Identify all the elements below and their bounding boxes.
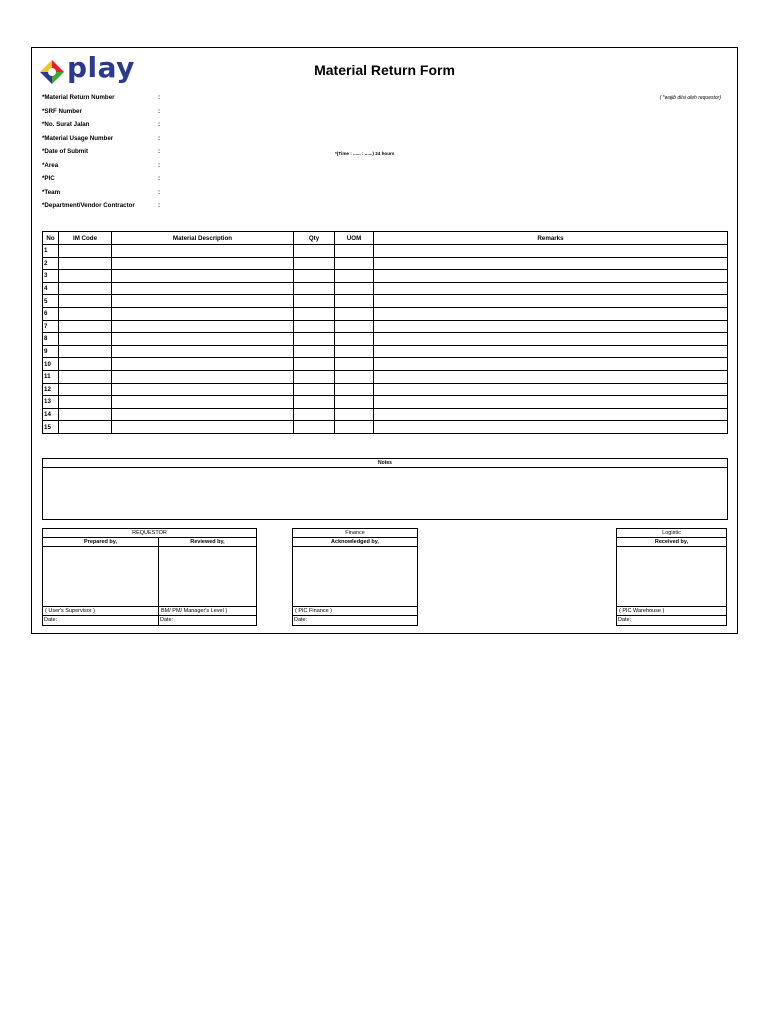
table-row xyxy=(43,333,728,346)
row-number: 6 xyxy=(43,307,59,320)
im-code-cell[interactable] xyxy=(59,358,112,371)
im-code-cell[interactable] xyxy=(59,408,112,421)
table-body xyxy=(43,245,728,434)
logo-text: play xyxy=(67,51,135,84)
material-description-cell[interactable] xyxy=(112,358,294,371)
row-number: 8 xyxy=(43,333,59,346)
qty-cell[interactable] xyxy=(294,333,335,346)
im-code-cell[interactable] xyxy=(59,320,112,333)
row-number: 10 xyxy=(43,358,59,371)
uom-cell[interactable] xyxy=(335,270,374,283)
table-row xyxy=(43,345,728,358)
im-code-cell[interactable] xyxy=(59,333,112,346)
im-code-cell[interactable] xyxy=(59,345,112,358)
uom-cell[interactable] xyxy=(335,370,374,383)
material-description-cell[interactable] xyxy=(112,421,294,434)
table-row xyxy=(43,320,728,333)
logistic-role: ( PIC Warehouse ) xyxy=(617,606,726,616)
im-code-cell[interactable] xyxy=(59,383,112,396)
table-row xyxy=(43,257,728,270)
uom-cell[interactable] xyxy=(335,333,374,346)
remarks-cell[interactable] xyxy=(374,307,728,320)
table-row xyxy=(43,408,728,421)
uom-cell[interactable] xyxy=(335,320,374,333)
row-number: 5 xyxy=(43,295,59,308)
qty-cell[interactable] xyxy=(294,257,335,270)
logistic-signature-box xyxy=(616,528,727,626)
table-row xyxy=(43,358,728,371)
qty-cell[interactable] xyxy=(294,358,335,371)
material-description-cell[interactable] xyxy=(112,257,294,270)
row-number: 3 xyxy=(43,270,59,283)
im-code-cell[interactable] xyxy=(59,270,112,283)
uom-cell[interactable] xyxy=(335,421,374,434)
remarks-cell[interactable] xyxy=(374,270,728,283)
prepared-date: Date: xyxy=(43,615,158,625)
col-im-code: IM Code xyxy=(59,232,112,245)
uom-cell[interactable] xyxy=(335,282,374,295)
material-description-cell[interactable] xyxy=(112,270,294,283)
col-uom: UOM xyxy=(335,232,374,245)
table-row xyxy=(43,270,728,283)
qty-cell[interactable] xyxy=(294,396,335,409)
im-code-cell[interactable] xyxy=(59,307,112,320)
row-number: 4 xyxy=(43,282,59,295)
required-note: ( *wajib diisi oleh requestor) xyxy=(659,95,721,101)
row-number: 13 xyxy=(43,396,59,409)
remarks-cell[interactable] xyxy=(374,345,728,358)
remarks-cell[interactable] xyxy=(374,408,728,421)
material-description-cell[interactable] xyxy=(112,307,294,320)
im-code-cell[interactable] xyxy=(59,257,112,270)
table-header-row xyxy=(43,232,728,245)
row-number: 9 xyxy=(43,345,59,358)
logistic-date: Date: xyxy=(617,615,726,625)
prepared-by-label: Prepared by, xyxy=(43,538,158,547)
table-row xyxy=(43,245,728,258)
table-row xyxy=(43,396,728,409)
received-by-label: Received by, xyxy=(617,538,726,547)
qty-cell[interactable] xyxy=(294,282,335,295)
table-row xyxy=(43,307,728,320)
material-description-cell[interactable] xyxy=(112,396,294,409)
remarks-cell[interactable] xyxy=(374,358,728,371)
acknowledged-by-label: Acknowledged by, xyxy=(293,538,417,547)
uom-cell[interactable] xyxy=(335,396,374,409)
im-code-cell[interactable] xyxy=(59,421,112,434)
uom-cell[interactable] xyxy=(335,307,374,320)
uom-cell[interactable] xyxy=(335,383,374,396)
material-description-cell[interactable] xyxy=(112,333,294,346)
row-number: 7 xyxy=(43,320,59,333)
qty-cell[interactable] xyxy=(294,345,335,358)
im-code-cell[interactable] xyxy=(59,295,112,308)
prepared-role: ( User's Supervisor ) xyxy=(43,606,158,616)
time-note: *(Time : ...... : ......) 24 hours xyxy=(335,151,395,156)
remarks-cell[interactable] xyxy=(374,282,728,295)
uom-cell[interactable] xyxy=(335,245,374,258)
qty-cell[interactable] xyxy=(294,270,335,283)
uom-cell[interactable] xyxy=(335,408,374,421)
row-number: 1 xyxy=(43,245,59,258)
uom-cell[interactable] xyxy=(335,295,374,308)
qty-cell[interactable] xyxy=(294,408,335,421)
uom-cell[interactable] xyxy=(335,345,374,358)
table-row xyxy=(43,421,728,434)
col-remarks: Remarks xyxy=(374,232,728,245)
requestor-signature-box xyxy=(42,528,257,626)
qty-cell[interactable] xyxy=(294,295,335,308)
qty-cell[interactable] xyxy=(294,245,335,258)
im-code-cell[interactable] xyxy=(59,245,112,258)
qty-cell[interactable] xyxy=(294,421,335,434)
remarks-cell[interactable] xyxy=(374,421,728,434)
qty-cell[interactable] xyxy=(294,307,335,320)
im-code-cell[interactable] xyxy=(59,396,112,409)
received-by-column[interactable] xyxy=(617,538,726,625)
row-number: 2 xyxy=(43,257,59,270)
row-number: 12 xyxy=(43,383,59,396)
row-number: 15 xyxy=(43,421,59,434)
im-code-cell[interactable] xyxy=(59,282,112,295)
material-description-cell[interactable] xyxy=(112,245,294,258)
material-description-cell[interactable] xyxy=(112,345,294,358)
material-description-cell[interactable] xyxy=(112,320,294,333)
remarks-cell[interactable] xyxy=(374,257,728,270)
col-qty: Qty xyxy=(294,232,335,245)
reviewed-role: BM/ PM/ Manager's Level ) xyxy=(159,606,256,616)
remarks-cell[interactable] xyxy=(374,383,728,396)
remarks-cell[interactable] xyxy=(374,320,728,333)
remarks-cell[interactable] xyxy=(374,370,728,383)
row-number: 11 xyxy=(43,370,59,383)
finance-role: ( PIC Finance ) xyxy=(293,606,417,616)
reviewed-by-label: Reviewed by, xyxy=(159,538,256,547)
im-code-cell[interactable] xyxy=(59,370,112,383)
material-description-cell[interactable] xyxy=(112,282,294,295)
qty-cell[interactable] xyxy=(294,383,335,396)
finance-signature-box xyxy=(292,528,418,626)
remarks-cell[interactable] xyxy=(374,295,728,308)
remarks-cell[interactable] xyxy=(374,245,728,258)
reviewed-by-column[interactable] xyxy=(159,538,256,625)
material-return-form: play Material Return Form ( *wajib diisi oleh requestor) *Material Return Number : *SRF Number : *No. Surat Jalan : *Material Usage Number : *Date of Submit : *Area : *PIC : *Team : *Department/Vendor Contractor : *(Time : ...... : ......) 24 hours No IM Code Material Description Qty UOM Remarks 1 2 3 4 5 6 7 8 9 10 11 12 13 14 15 Notes REQUESTOR Prepared by, ( User's Supervisor ) Date: Reviewed by, BM/ PM/ Manager's Level ) Date: Finance Acknowledged by, ( PIC Finance ) Date: Logistic Received by, ( PIC Warehouse ) Date: xyxy=(31,47,738,634)
finance-title: Finance xyxy=(293,529,417,538)
finance-date: Date: xyxy=(293,615,417,625)
form-title: Material Return Form xyxy=(314,62,455,78)
table-row xyxy=(43,383,728,396)
col-no: No xyxy=(43,232,59,245)
notes-box[interactable] xyxy=(42,458,728,520)
requestor-title: REQUESTOR xyxy=(43,529,256,538)
acknowledged-by-column[interactable] xyxy=(293,538,417,625)
items-table xyxy=(42,231,728,434)
material-description-cell[interactable] xyxy=(112,383,294,396)
qty-cell[interactable] xyxy=(294,370,335,383)
col-material-description: Material Description xyxy=(112,232,294,245)
prepared-by-column[interactable] xyxy=(43,538,159,625)
material-description-cell[interactable] xyxy=(112,295,294,308)
table-row xyxy=(43,370,728,383)
remarks-cell[interactable] xyxy=(374,396,728,409)
qty-cell[interactable] xyxy=(294,320,335,333)
material-description-cell[interactable] xyxy=(112,370,294,383)
logistic-title: Logistic xyxy=(617,529,726,538)
table-row xyxy=(43,282,728,295)
uom-cell[interactable] xyxy=(335,358,374,371)
uom-cell[interactable] xyxy=(335,257,374,270)
reviewed-date: Date: xyxy=(159,615,256,625)
remarks-cell[interactable] xyxy=(374,333,728,346)
notes-label: Notes xyxy=(43,459,727,468)
material-description-cell[interactable] xyxy=(112,408,294,421)
row-number: 14 xyxy=(43,408,59,421)
table-row xyxy=(43,295,728,308)
